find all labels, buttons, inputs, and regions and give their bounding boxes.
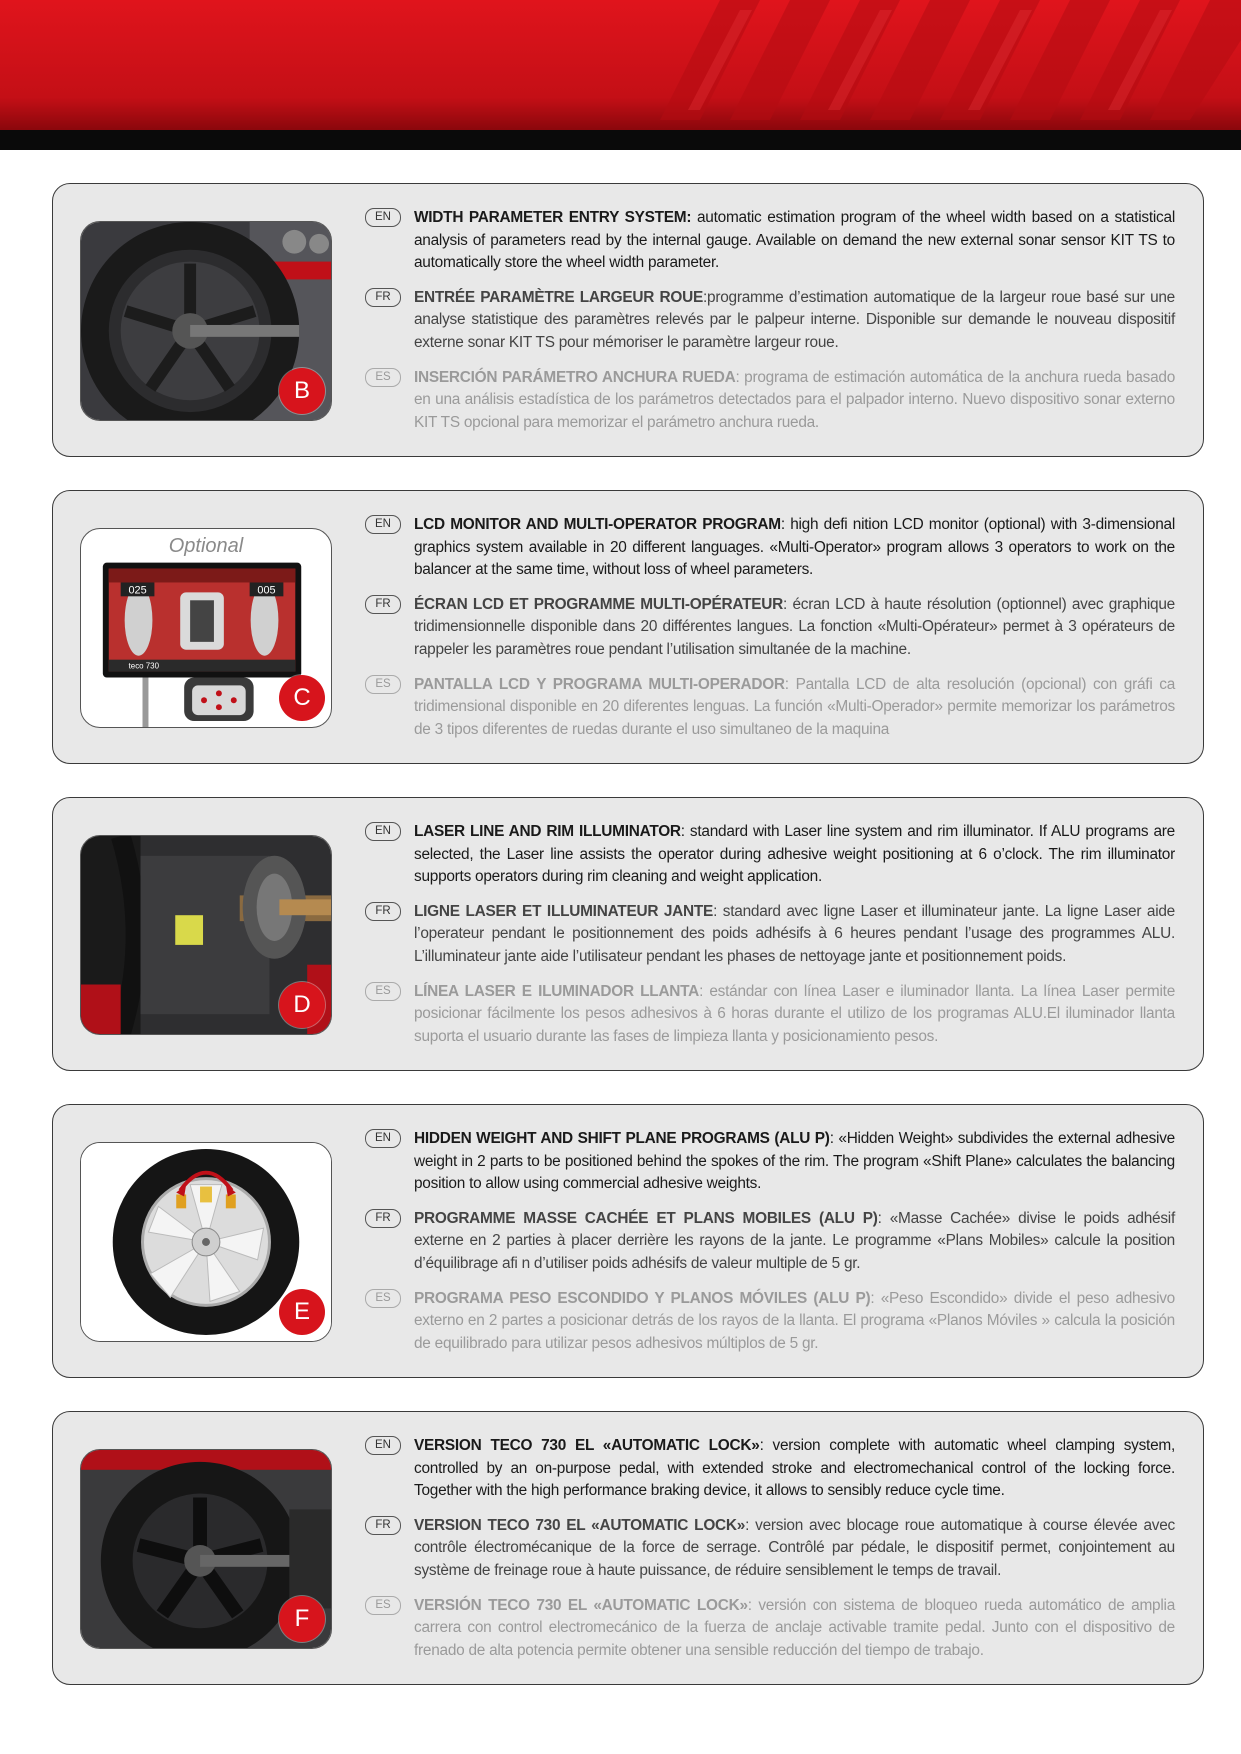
text-fr xyxy=(365,287,1175,355)
text-fr xyxy=(365,594,1175,662)
card-badge-b: B xyxy=(279,368,325,414)
screen-right-value: 005 xyxy=(257,584,276,597)
screen-model-label: teco 730 xyxy=(128,661,159,671)
text-en xyxy=(365,1128,1175,1196)
title-es: PROGRAMA PESO ESCONDIDO Y PLANOS MÓVILES (ALU P) xyxy=(414,1289,871,1307)
body-es: : estándar con línea Laser e iluminador llanta. La línea Laser permite posicionar fácilmente los pesos adhesivos à 6 horas durante el utilizo de los programas ALU.El iluminador llanta suporta el usuario durante las fases de limpieza llanta y posicionamiento pesos. xyxy=(414,982,1175,1045)
text-fr xyxy=(365,1515,1175,1583)
body-fr: : version avec blocage roue automatique à course élevée avec contrôle électromécanique de la force de serrage. Contrôlé par pédale, le dispositif permet, conjointement au système de freinage roue à haute puissance, de réduire sensiblement le temps de travail. xyxy=(414,1516,1175,1579)
lang-tag-en: EN xyxy=(365,822,401,841)
body-es: : programa de estimación automática de la anchura rueda basado en una análisis estadística de los parámetros detectados para el palpador interno. Nuevo dispositivo sonar externo KIT TS opcional para memorizar el parámetro anchura rueda. xyxy=(414,368,1175,431)
title-fr: ENTRÉE PARAMÈTRE LARGEUR ROUE xyxy=(414,288,703,306)
lang-tag-es: ES xyxy=(365,1289,401,1308)
lang-tag-en: EN xyxy=(365,515,401,534)
lang-tag-es: ES xyxy=(365,675,401,694)
lang-tag-fr: FR xyxy=(365,1209,401,1228)
card-badge-e: E xyxy=(279,1289,325,1335)
body-en: : «Hidden Weight» subdivides the external adhesive weight in 2 parts to be positioned behind the spokes of the rim. The program «Shift Plane» calculates the balancing position to allow using commercial adhesive weights. xyxy=(414,1130,1175,1193)
body-fr: :programme d’estimation automatique de la largeur roue basé sur une analyse statistique des paramètres relevés par le palpeur interne. Disponible sur demande le nouveau dispositif externe sonar KIT TS pour mémoriser le paramètre largeur roue. xyxy=(414,288,1175,351)
text-es xyxy=(365,981,1175,1049)
title-en: VERSION TECO 730 EL «AUTOMATIC LOCK» xyxy=(414,1437,760,1454)
text-en xyxy=(365,514,1175,582)
body-en: : high defi nition LCD monitor (optional) with 3-dimensional graphics system available in 20 different languages. «Multi-Operator» program allows 3 operators to work on the balancer at the same time, without loss of wheel parameters. xyxy=(414,516,1175,579)
feature-photo-width-sensor xyxy=(80,221,332,421)
feature-photo-laser-line xyxy=(80,835,332,1035)
lang-tag-fr: FR xyxy=(365,288,401,307)
body-fr: : «Masse Cachée» divise le poids adhésif externe en 2 parties à placer derrière les rayons de la jante. Le programme «Plans Mobiles» calcule la position d’équilibrage afi n d’utiliser poids adhésifs de valeur multiple de 5 gr. xyxy=(414,1209,1176,1272)
title-en: WIDTH PARAMETER ENTRY SYSTEM: xyxy=(414,209,692,226)
text-es xyxy=(365,674,1175,742)
card-badge-c: C xyxy=(279,675,325,721)
title-en: LASER LINE AND RIM ILLUMINATOR xyxy=(414,823,681,840)
title-en: LCD MONITOR AND MULTI-OPERATOR PROGRAM xyxy=(414,516,781,533)
feature-photo-automatic-lock xyxy=(80,1449,332,1649)
feature-photo-hidden-weight xyxy=(80,1142,332,1342)
text-es xyxy=(365,1595,1175,1663)
screen-left-value: 025 xyxy=(128,584,147,597)
feature-card-b xyxy=(52,183,1204,457)
lang-tag-en: EN xyxy=(365,208,401,227)
lang-tag-es: ES xyxy=(365,1596,401,1615)
text-es xyxy=(365,367,1175,435)
body-en: : version complete with automatic wheel clamping system, controlled by an on-purpose pedal, with extended stroke and electromechanical control of the locking force. Together with the high performance braking device, it allows to sensibly reduce cycle time. xyxy=(414,1437,1175,1500)
title-es: INSERCIÓN PARÁMETRO ANCHURA RUEDA xyxy=(414,368,736,386)
feature-photo-lcd-monitor xyxy=(80,528,332,728)
feature-card-d xyxy=(52,797,1204,1071)
text-fr xyxy=(365,901,1175,969)
body-en: automatic estimation program of the wheel width based on a statistical analysis of parameters read by the internal gauge. Available on demand the new external sonar sensor KIT TS to automatically store the wheel width parameter. xyxy=(414,209,1175,272)
title-en: HIDDEN WEIGHT AND SHIFT PLANE PROGRAMS (ALU P) xyxy=(414,1130,830,1147)
body-en: : standard with Laser line system and rim illuminator. If ALU programs are selected, the Laser line assists the operator during adhesive weight positioning at 6 o’clock. The rim illuminator supports operators during rim cleaning and weight application. xyxy=(414,823,1175,886)
text-fr xyxy=(365,1208,1175,1276)
lang-tag-fr: FR xyxy=(365,1516,401,1535)
title-es: VERSIÓN TECO 730 EL «AUTOMATIC LOCK» xyxy=(414,1596,748,1614)
title-fr: VERSION TECO 730 EL «AUTOMATIC LOCK» xyxy=(414,1516,746,1534)
feature-card-e xyxy=(52,1104,1204,1378)
lang-tag-fr: FR xyxy=(365,595,401,614)
body-fr: : standard avec ligne Laser et illuminateur jante. La ligne Laser aide l’operateur pendant le positionnement des poids adhésifs à 6 heures pendant l’usage des programmes ALU. L’illuminateur jante aide l’utilisateur pendant les phases de nettoyage jante et positionnement poids. xyxy=(414,902,1175,965)
lang-tag-fr: FR xyxy=(365,902,401,921)
lang-tag-en: EN xyxy=(365,1129,401,1148)
text-en xyxy=(365,1435,1175,1503)
optional-label: Optional xyxy=(168,535,244,557)
lang-tag-es: ES xyxy=(365,368,401,387)
body-es: : versión con sistema de bloqueo rueda automático de amplia carrera con control electromecánico de la fuerza de anclaje activable tramite pedal. Junto con el dispositivo de frenado de alta potencia permite obtener una sensible reducción del tiempo de trabajo. xyxy=(414,1596,1176,1659)
card-badge-f: F xyxy=(279,1596,325,1642)
title-fr: PROGRAMME MASSE CACHÉE ET PLANS MOBILES (ALU P) xyxy=(414,1209,878,1227)
title-es: PANTALLA LCD Y PROGRAMA MULTI-OPERADOR xyxy=(414,675,785,693)
feature-card-f xyxy=(52,1411,1204,1685)
body-es: : Pantalla LCD de alta resolución (opcional) con gráfi ca tridimensional disponible en 20 diferentes lenguas. La función «Multi-Operador» permite memorizar los parámetros de 3 tipos diferentes de ruedas durante el uso simultaneo de la maquina xyxy=(414,675,1175,738)
text-en xyxy=(365,207,1175,275)
lang-tag-es: ES xyxy=(365,982,401,1001)
body-es: : «Peso Escondido» divide el peso adhesivo externo en 2 partes a posicionar detrás de los rayos de la llanta. El programa «Planos Móviles » calcula la posición de equilibrado para utilizar pesos adhesivos múltiplos de 5 gr. xyxy=(414,1289,1175,1352)
text-en xyxy=(365,821,1175,889)
title-es: LÍNEA LASER E ILUMINADOR LLANTA xyxy=(414,982,700,1000)
header-band xyxy=(0,0,1241,150)
lang-tag-en: EN xyxy=(365,1436,401,1455)
feature-card-c xyxy=(52,490,1204,764)
card-badge-d: D xyxy=(279,982,325,1028)
text-es xyxy=(365,1288,1175,1356)
title-fr: ÉCRAN LCD ET PROGRAMME MULTI-OPÉRATEUR xyxy=(414,595,784,613)
body-fr: : écran LCD à haute résolution (optionnel) avec graphique tridimensionnelle disponible dans 20 différentes langues. La fonction «Multi-Opérateur» permet à 3 opérateurs de rappeler les paramètres roue pendant l’utilisation simultanée de la machine. xyxy=(414,595,1175,658)
title-fr: LIGNE LASER ET ILLUMINATEUR JANTE xyxy=(414,902,714,920)
